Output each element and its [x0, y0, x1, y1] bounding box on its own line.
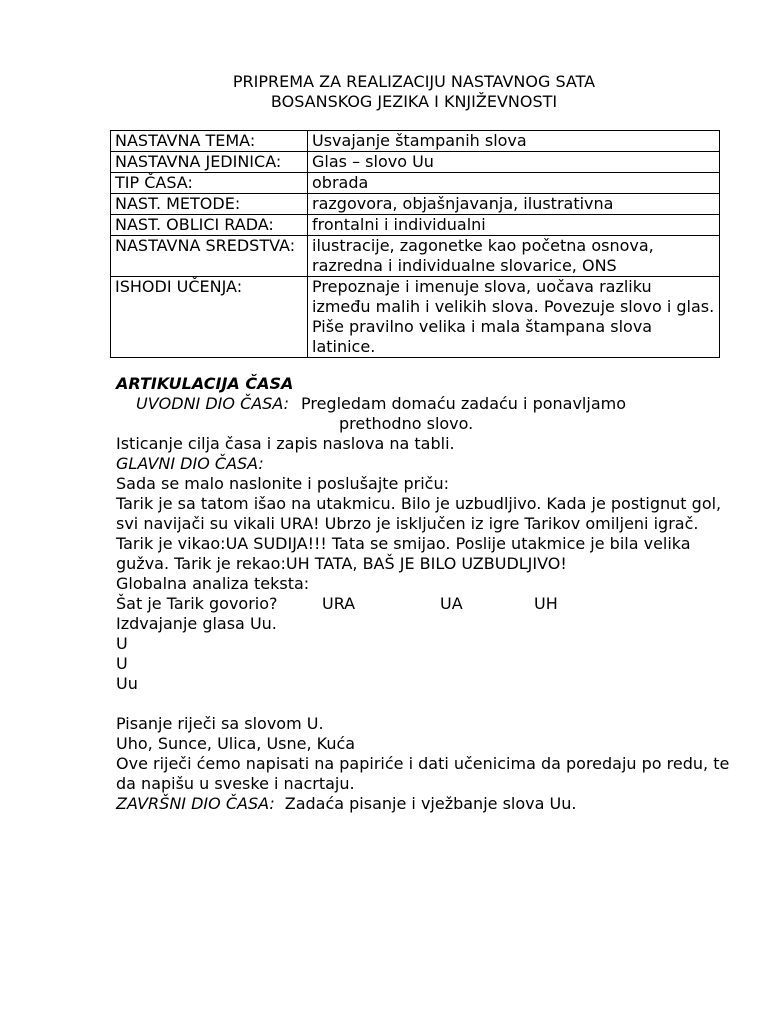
extraction-line: Izdvajanje glasa Uu. [116, 614, 277, 633]
activity-paragraph: Ove riječi ćemo napisati na papiriće i dati učenicima da poredaju po redu, te da napišu u sveske i nacrtaju. [116, 754, 730, 793]
table-row [111, 173, 720, 194]
table-row [111, 131, 720, 152]
articulation-heading: ARTIKULACIJA ČASA [116, 374, 294, 393]
letter-line: U [116, 654, 128, 673]
row-key: NASTAVNA TEMA: [111, 131, 308, 152]
row-key: ISHODI UČENJA: [111, 277, 308, 358]
words-line: Uho, Sunce, Ulica, Usne, Kuća [116, 734, 356, 753]
intro-section [116, 394, 736, 414]
answer-uh: UH [534, 594, 558, 613]
spacer [116, 694, 736, 714]
row-value: Prepoznaje i imenuje slova, uočava razliku između malih i velikih slova. Povezuje slovo i glas. Piše pravilno velika i mala štampana slova latinice. [308, 277, 720, 358]
table-row [111, 215, 720, 236]
instruction-line: Sada se malo naslonite i poslušajte priču: [116, 474, 449, 493]
row-value: Usvajanje štampanih slova [308, 131, 720, 152]
lesson-info-table [110, 130, 720, 358]
title-line-1: PRIPREMA ZA REALIZACIJU NASTAVNOG SATA [232, 72, 596, 91]
row-value: razgovora, objašnjavanja, ilustrativna [308, 194, 720, 215]
closing-text: Zadaća pisanje i vježbanje slova Uu. [284, 794, 577, 813]
main-section-label: GLAVNI DIO ČASA: [116, 454, 264, 473]
intro-text-continued: prethodno slovo. [339, 414, 474, 433]
table-row [111, 152, 720, 173]
closing-label: ZAVRŠNI DIO ČASA: [116, 794, 275, 813]
table-row [111, 194, 720, 215]
question-row [116, 594, 736, 614]
row-value: ilustracije, zagonetke kao početna osnova, razredna i individualne slovarice, ONS [308, 236, 720, 277]
table-row [111, 277, 720, 358]
row-value: obrada [308, 173, 720, 194]
letter-line: Uu [116, 674, 138, 693]
closing-section [116, 794, 736, 814]
answer-ura: URA [322, 594, 356, 613]
row-key: NASTAVNA JEDINICA: [111, 152, 308, 173]
table-row [111, 236, 720, 277]
question-text: Šat je Tarik govorio? [116, 594, 278, 613]
story-paragraph: Tarik je sa tatom išao na utakmicu. Bilo je uzbudljivo. Kada je postignut gol, svi navijači su vikali URA! Ubrzo je isključen iz igre Tarikov omiljeni igrač. Tarik je vikao:UA SUDIJA!!! Tata se smijao. Poslije utakmice je bila velika gužva. Tarik je rekao:UH TATA, BAŠ JE BILO UZBUDLJIVO! [116, 494, 722, 573]
row-key: TIP ČASA: [111, 173, 308, 194]
intro-label: UVODNI DIO ČASA: [136, 394, 289, 413]
writing-line: Pisanje riječi sa slovom U. [116, 714, 324, 733]
intro-text: Pregledam domaću zadaću i ponavljamo [300, 394, 626, 413]
goal-line: Isticanje cilja časa i zapis naslova na tabli. [116, 434, 455, 453]
row-key: NAST. OBLICI RADA: [111, 215, 308, 236]
title-line-2: BOSANSKOG JEZIKA I KNJIŽEVNOSTI [270, 92, 558, 111]
letter-line: U [116, 634, 128, 653]
row-key: NASTAVNA SREDSTVA: [111, 236, 308, 277]
analysis-line: Globalna analiza teksta: [116, 574, 310, 593]
row-value: Glas – slovo Uu [308, 152, 720, 173]
lesson-body [116, 374, 736, 814]
row-value: frontalni i individualni [308, 215, 720, 236]
row-key: NAST. METODE: [111, 194, 308, 215]
answer-ua: UA [440, 594, 463, 613]
document-title [0, 72, 768, 112]
